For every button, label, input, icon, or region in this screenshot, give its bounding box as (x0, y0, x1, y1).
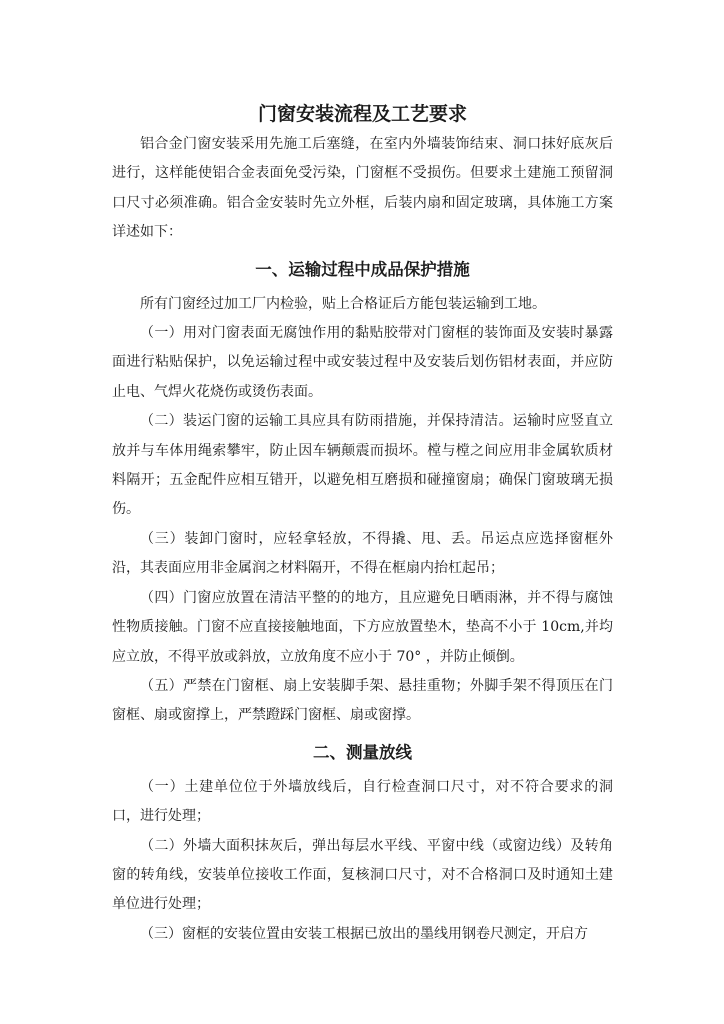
section-1-heading: 一、运输过程中成品保护措施 (255, 259, 470, 279)
intro-paragraph: 铝合金门窗安装采用先施工后塞缝，在室内外墙装饰结束、洞口抹好底灰后进行，这样能使铝合金表面免受污染，门窗框不受损伤。但要求土建施工预留洞口尺寸必须准确。铝合金安装时先立外框，后装内扇和固定玻璃，具体施工方案详述如下： (112, 136, 613, 241)
section-1-paragraph: （三）装卸门窗时，应轻拿轻放，不得撬、甩、丢。吊运点应选择窗框外沿，其表面应用非金属润之材料隔开，不得在框扇内抬杠起吊； (112, 530, 613, 577)
section-1-paragraph: 所有门窗经过加工厂内检验，贴上合格证后方能包装运输到工地。 (140, 295, 546, 312)
section-1-paragraph: （二）装运门窗的运输工具应具有防雨措施，并保持清洁。运输时应竖直立放并与车体用绳索攀牢，防止因车辆颠震而损坏。樘与樘之间应用非金属软质材料隔开；五金配件应相互错开，以避免相互磨损和碰撞窗扇；确保门窗玻璃无损伤。 (112, 413, 613, 518)
section-2-paragraph: （三）窗框的安装位置由安装工根据已放出的墨线用钢卷尺测定，开启方 (140, 925, 588, 942)
section-1-paragraph: （一）用对门窗表面无腐蚀作用的黏贴胶带对门窗框的装饰面及安装时暴露面进行粘贴保护，以免运输过程中或安装过程中及安装后划伤铝材表面，并应防止电、气焊火花烧伤或烫伤表面。 (112, 325, 613, 400)
section-1-paragraph: （四）门窗应放置在清洁平整的的地方，且应避免日晒雨淋，并不得与腐蚀性物质接触。门窗不应直接接触地面，下方应放置垫木，垫高不小于 10cm,并均应立放，不得平放或斜放，立放角度不应小于 70° ，并防止倾倒。 (112, 589, 613, 665)
document-title: 门窗安装流程及工艺要求 (257, 103, 467, 125)
section-2-paragraph: （二）外墙大面积抹灰后，弹出每层水平线、平窗中线（或窗边线）及转角窗的转角线，安装单位接收工作面，复核洞口尺寸，对不合格洞口及时通知土建单位进行处理； (112, 837, 613, 913)
section-1-paragraph: （五）严禁在门窗框、扇上安装脚手架、悬挂重物；外脚手架不得顶压在门窗框、扇或窗撑上，严禁蹬踩门窗框、扇或窗撑。 (112, 677, 613, 724)
section-2-paragraph: （一）土建单位位于外墙放线后，自行检查洞口尺寸，对不符合要求的洞口，进行处理； (112, 778, 613, 825)
section-2-heading: 二、测量放线 (313, 742, 412, 762)
document-page (112, 100, 613, 949)
